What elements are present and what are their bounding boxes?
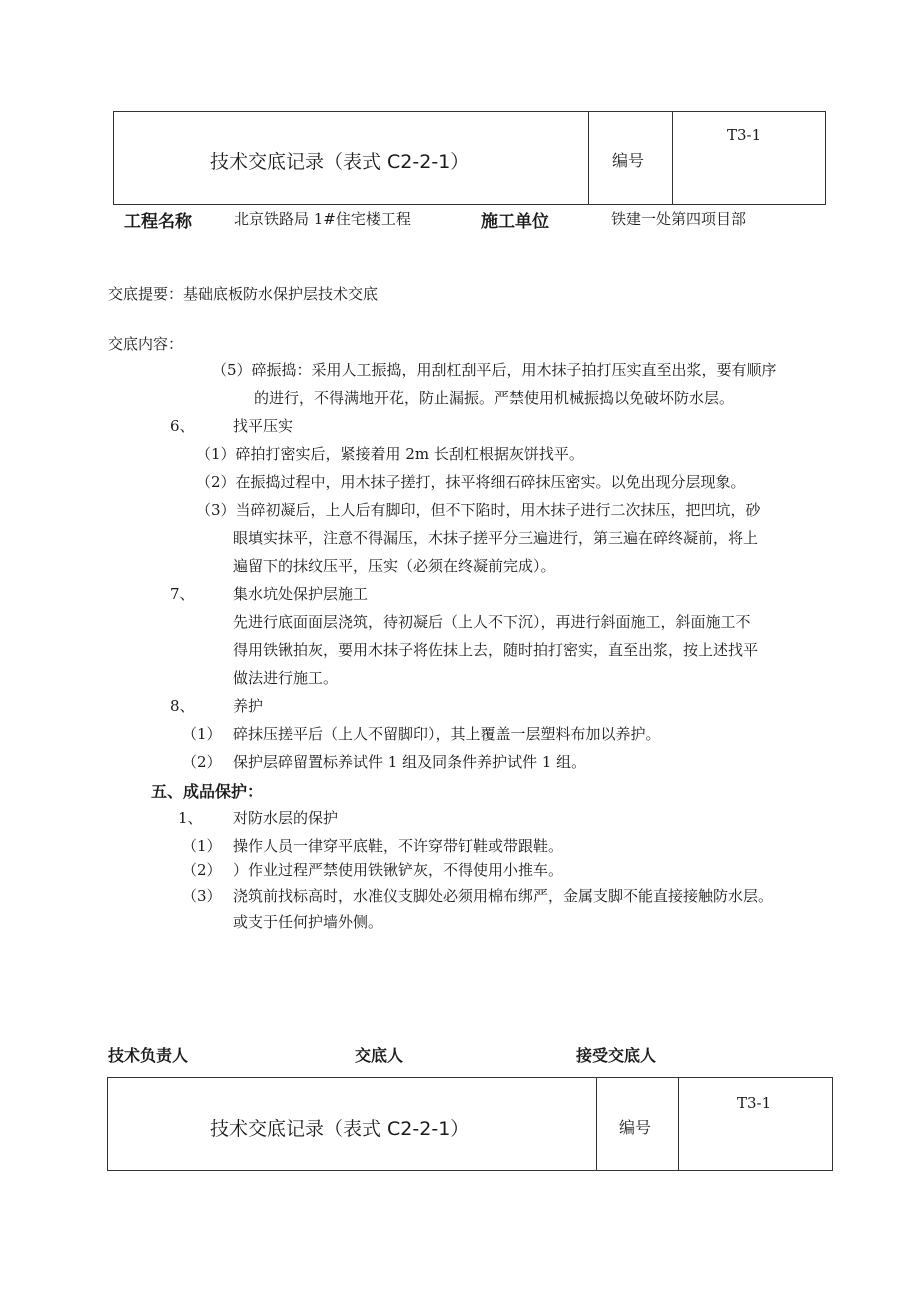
protection1-para2-number: （2） [182, 861, 222, 879]
construction-unit-value: 铁建一处第四项目部 [611, 210, 747, 228]
section6-number: 6、 [170, 417, 195, 435]
signature-presenter: 交底人 [355, 1046, 404, 1065]
section6-para3-line2: 眼填实抹平，注意不得漏压，木抹子搓平分三遍进行，第三遍在碎终凝前，将上 [233, 529, 759, 547]
protection1-title: 对防水层的保护 [233, 809, 339, 827]
section-five-title: 五、成品保护： [151, 782, 264, 801]
header-title: 技术交底记录（表式 C2-2-1） [210, 151, 470, 173]
section6-para3-line3: 遍留下的抹纹压平，压实（必须在终凝前完成）。 [233, 557, 556, 575]
content-label: 交底内容： [108, 335, 184, 353]
protection1-para1-text: 操作人员一律穿平底鞋，不许穿带钉鞋或带跟鞋。 [233, 837, 564, 855]
section8-para2-number: （2） [182, 753, 222, 771]
section7-number: 7、 [170, 585, 195, 603]
header-code-value: T3-1 [737, 1094, 772, 1112]
signature-receiver: 接受交底人 [576, 1046, 657, 1065]
section7-line3: 做法进行施工。 [233, 669, 339, 687]
protection1-para3-number: （3） [182, 887, 222, 905]
section7-line1: 先进行底面面层浇筑，待初凝后（上人不下沉），再进行斜面施工，斜面施工不 [233, 613, 751, 631]
header-code-value: T3-1 [727, 126, 762, 144]
summary-line: 交底提要：基础底板防水保护层技术交底 [108, 285, 379, 303]
protection1-para3-line2: 或支于任何护墙外侧。 [233, 913, 384, 931]
section8-number: 8、 [170, 697, 195, 715]
section8-para1-text: 碎抹压搓平后（上人不留脚印），其上覆盖一层塑料布加以养护。 [233, 725, 661, 743]
protection1-para1-number: （1） [182, 837, 222, 855]
header-title: 技术交底记录（表式 C2-2-1） [210, 1118, 470, 1140]
section6-para2: （2）在振捣过程中，用木抹子搓打，抹平将细石碎抹压密实。以免出现分层现象。 [196, 473, 746, 491]
project-name-value: 北京铁路局 1#住宅楼工程 [234, 210, 411, 228]
section8-title: 养护 [233, 697, 264, 715]
protection1-para3-line1: 浇筑前找标高时，水准仪支脚处必须用棉布绑严，金属支脚不能直接接触防水层。 [233, 887, 774, 905]
header-code-label: 编号 [612, 151, 645, 170]
section7-line2: 得用铁锹拍灰，要用木抹子将佐抹上去，随时拍打密实，直至出浆，按上述找平 [233, 641, 759, 659]
header-code-label: 编号 [619, 1118, 652, 1137]
item5-line2: 的进行，不得满地开花，防止漏振。严禁使用机械振捣以免破坏防水层。 [254, 389, 735, 407]
header-table-bottom [107, 1077, 833, 1171]
header-table-top [113, 111, 826, 205]
section6-para3-line1: （3）当碎初凝后，上人后有脚印，但不下陷时，用木抹子进行二次抹压，把凹坑，砂 [196, 501, 761, 519]
project-name-label: 工程名称 [124, 212, 192, 232]
section8-para1-number: （1） [182, 725, 222, 743]
protection1-para2-text: ）作业过程严禁使用铁锹铲灰，不得使用小推车。 [233, 861, 564, 879]
section6-title: 找平压实 [233, 417, 294, 435]
section8-para2-text: 保护层碎留置标养试件 1 组及同条件养护试件 1 组。 [233, 753, 587, 771]
section7-title: 集水坑处保护层施工 [233, 585, 369, 603]
signature-tech-lead: 技术负责人 [108, 1046, 189, 1065]
section6-para1: （1）碎拍打密实后，紧接着用 2m 长刮杠根据灰饼找平。 [196, 445, 584, 463]
protection1-number: 1、 [178, 809, 203, 827]
construction-unit-label: 施工单位 [481, 212, 549, 232]
item5-line1: （5）碎振捣：采用人工振捣，用刮杠刮平后，用木抹子拍打压实直至出浆，要有顺序 [212, 361, 777, 379]
